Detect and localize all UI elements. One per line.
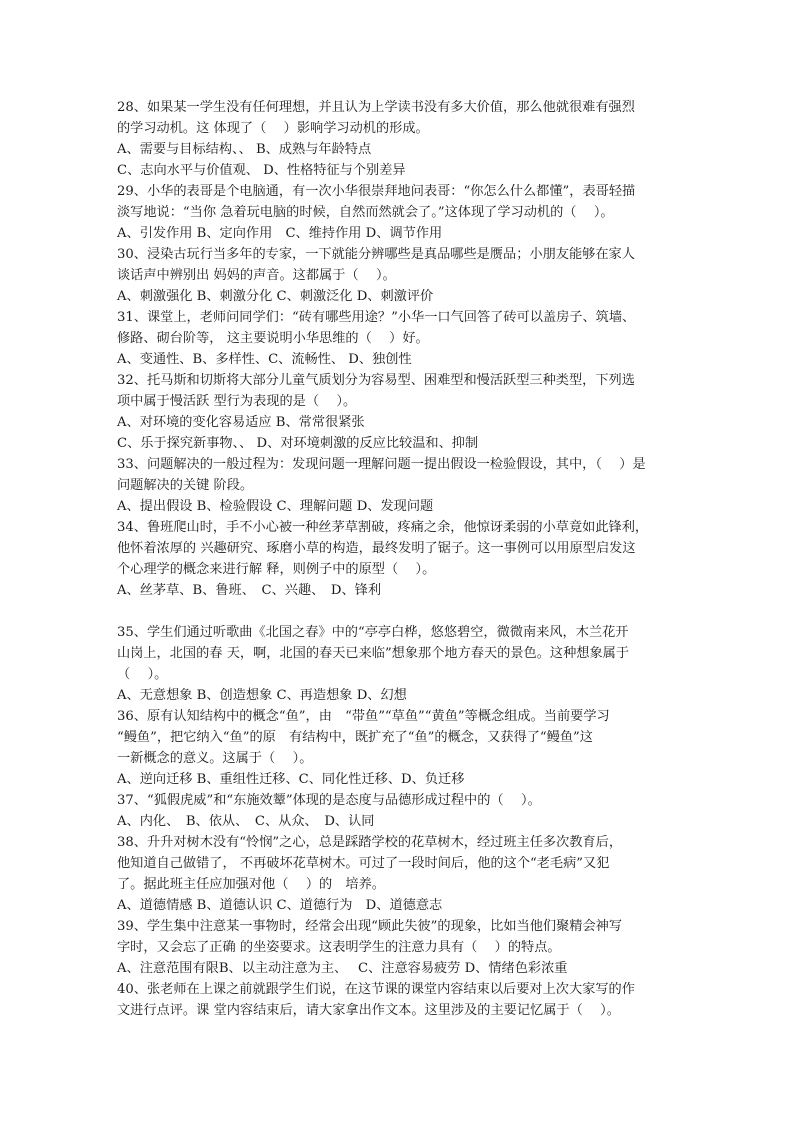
text-line: 39、学生集中注意某一事物时，经常会出现“顾此失彼”的现象，比如当他们聚精会神写 <box>117 919 623 934</box>
text-line: A、丝茅草、B、鲁班、 C、兴趣、 D、锋利 <box>117 583 382 598</box>
text-line: 40、张老师在上课之前就跟学生们说，在这节课的课堂内容结束以后要对上次大家写的作 <box>117 982 635 997</box>
text-line: A、变通性、B、多样性、C、流畅性、 D、独创性 <box>117 352 412 367</box>
text-line: C、志向水平与价值观、 D、性格特征与个别差异 <box>117 163 406 178</box>
document-page <box>117 97 682 1021</box>
text-line: 36、原有认知结构中的概念“鱼”，由 “带鱼”“草鱼”“黄鱼”等概念组成。当前要学习 <box>117 709 610 724</box>
text-line: 30、浸染古玩行当多年的专家，一下就能分辨哪些是真品哪些是赝品；小朋友能够在家人 <box>117 247 635 262</box>
blank-line <box>117 601 682 622</box>
text-line: 31、课堂上，老师问同学们：“砖有哪些用途？”小华一口气回答了砖可以盖房子、筑墙、 <box>117 310 636 325</box>
text-line: 淡写地说：“当你 急着玩电脑的时候，自然而然就会了。”这体现了学习动机的（ ）。 <box>117 205 614 220</box>
text-line: 28、如果某一学生没有任何理想，并且认为上学读书没有多大价值，那么他就很难有强烈 <box>117 100 635 115</box>
text-line: 字时，又会忘了正确 的坐姿要求。这表明学生的注意力具有（ ）的特点。 <box>117 940 561 955</box>
text-line: 修路、砌台阶等， 这主要说明小华思维的（ ）好。 <box>117 331 429 346</box>
text-line: 32、托马斯和切斯将大部分儿童气质划分为容易型、困难型和慢活跃型三种类型，下列选 <box>117 373 635 388</box>
text-line: A、对环境的变化容易适应 B、常常很紧张 <box>117 415 365 430</box>
text-line: 了。据此班主任应加强对他（ ）的 培养。 <box>117 877 385 892</box>
text-line: A、刺激强化 B、刺激分化 C、刺激泛化 D、刺激评价 <box>117 289 434 304</box>
text-line: 他知道自己做错了， 不再破坏花草树木。可过了一段时间后，他的这个“老毛病”又犯 <box>117 856 610 871</box>
text-line: C、乐于探究新事物、、 D、对环境刺激的反应比较温和、抑制 <box>117 436 479 451</box>
text-line: A、道德情感 B、道德认识 C、道德行为 D、道德意志 <box>117 898 443 913</box>
text-line: 38、升升对树木没有“怜悯”之心，总是踩踏学校的花草树木，经过班主任多次教育后， <box>117 835 623 850</box>
text-line: “鳗鱼”，把它纳入“鱼”的原 有结构中，既扩充了“鱼”的概念，又获得了“鳗鱼”这 <box>117 730 593 745</box>
text-line: A、无意想象 B、创造想象 C、再造想象 D、幻想 <box>117 688 407 703</box>
text-line: 的学习动机。这 体现了（ ）影响学习动机的形成。 <box>117 121 429 136</box>
text-line: 项中属于慢活跃 型行为表现的是（ ）。 <box>117 394 357 409</box>
text-line: 山岗上，北国的春 天，啊，北国的春天已来临”想象那个地方春天的景色。这种想象属于 <box>117 646 630 661</box>
text-line: 一新概念的意义。这属于（ ）。 <box>117 751 313 766</box>
text-line: （ ）。 <box>117 667 168 682</box>
text-line: 他怀着浓厚的 兴趣研究、琢磨小草的构造，最终发明了锯子。这一事例可以用原型启发这 <box>117 541 636 556</box>
text-line: 谈话声中辨别出 妈妈的声音。这都属于（ ）。 <box>117 268 396 283</box>
text-line: A、内化、 B、依从、 C、从众、 D、认同 <box>117 814 375 829</box>
text-line: 个心理学的概念来进行解 释，则例子中的原型（ ）。 <box>117 562 436 577</box>
text-line: 35、学生们通过听歌曲《北国之春》中的“亭亭白桦，悠悠碧空，微微南来风，木兰花开 <box>117 625 629 640</box>
text-line: 文进行点评。课 堂内容结束后，请大家拿出作文本。这里涉及的主要记忆属于（ ）。 <box>117 1003 620 1018</box>
text-line: 34、鲁班爬山时，手不小心被一种丝茅草割破，疼痛之余，他惊讶柔弱的小草竟如此锋利， <box>117 520 649 535</box>
text-line: A、逆向迁移 B、重组性迁移、C、同化性迁移、D、负迁移 <box>117 772 465 787</box>
text-line: A、需要与目标结构、、 B、成熟与年龄特点 <box>117 142 372 157</box>
text-line: A、提出假设 B、检验假设 C、理解问题 D、发现问题 <box>117 499 434 514</box>
text-line: A、注意范围有限B、以主动注意为主、 C、注意容易疲劳 D、情绪色彩浓重 <box>117 961 568 976</box>
text-line: 33、问题解决的一般过程为：发现问题一理解问题一提出假设一检验假设，其中，（ ）是 <box>117 457 646 472</box>
text-line: A、引发作用 B、定向作用 C、维持作用 D、调节作用 <box>117 226 443 241</box>
text-line: 问题解决的关键 阶段。 <box>117 478 254 493</box>
text-line: 29、小华的表哥是个电脑通，有一次小华很崇拜地问表哥：“你怎么什么都懂”，表哥轻描 <box>117 184 636 199</box>
text-line: 37、“狐假虎威”和“东施效颦”体现的是态度与品德形成过程中的（ ）。 <box>117 793 541 808</box>
